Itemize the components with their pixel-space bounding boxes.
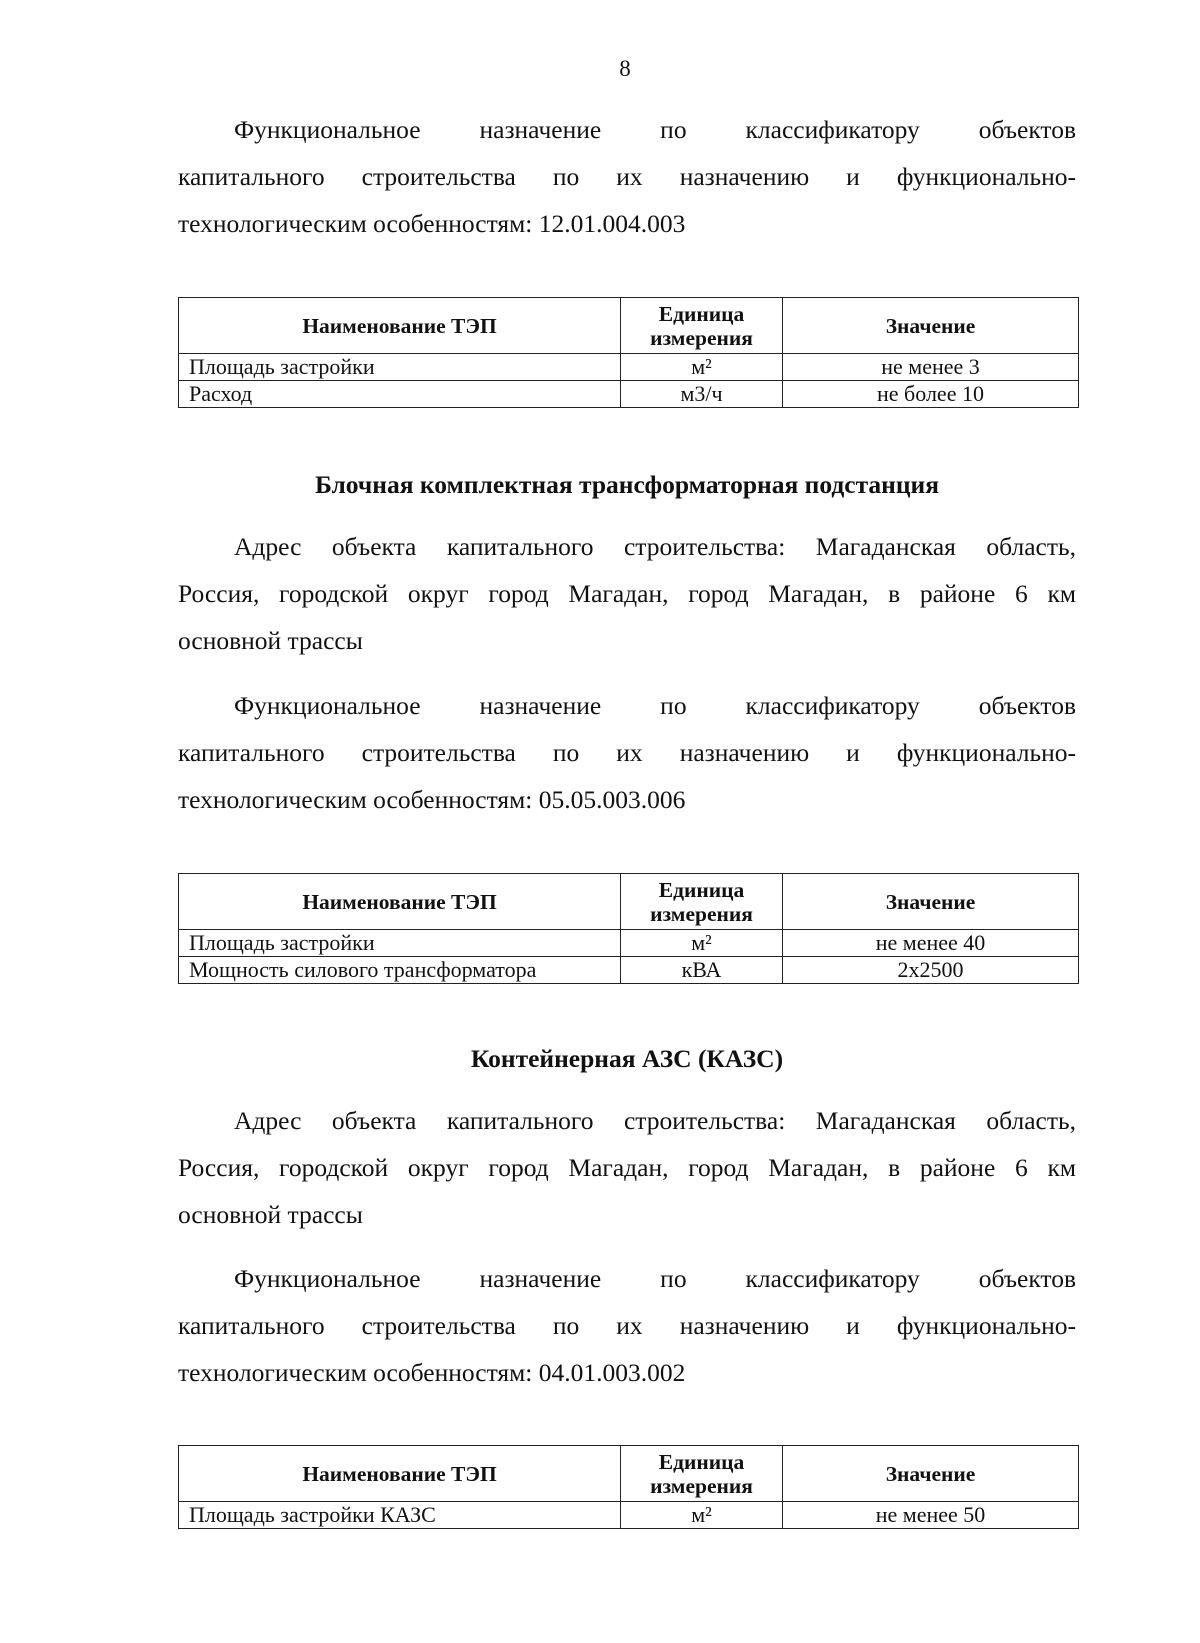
cell-unit: м² bbox=[621, 930, 783, 957]
table-row bbox=[179, 957, 1079, 984]
paragraph-line: Функциональное назначение по классификатору объектов bbox=[234, 115, 1076, 144]
tep-table-2 bbox=[178, 873, 1079, 984]
header-value: Значение bbox=[783, 1446, 1079, 1502]
tep-table-1 bbox=[178, 297, 1079, 408]
paragraph-line: основной трассы bbox=[178, 1200, 363, 1229]
header-unit: Единица измерения bbox=[621, 298, 783, 354]
paragraph-line: Адрес объекта капитального строительства: Магаданская область, bbox=[234, 1106, 1076, 1135]
header-value: Значение bbox=[783, 298, 1079, 354]
cell-value: не более 10 bbox=[783, 381, 1079, 408]
classification-paragraph-3 bbox=[178, 1255, 1076, 1396]
cell-value: не менее 3 bbox=[783, 354, 1079, 381]
table-row bbox=[179, 930, 1079, 957]
header-name: Наименование ТЭП bbox=[179, 298, 621, 354]
paragraph-line: технологическим особенностям: 12.01.004.003 bbox=[178, 209, 686, 238]
paragraph-line: основной трассы bbox=[178, 626, 363, 655]
classification-paragraph-2 bbox=[178, 682, 1076, 823]
table-header-row bbox=[179, 874, 1079, 930]
cell-unit: м² bbox=[621, 354, 783, 381]
cell-name: Площадь застройки КАЗС bbox=[179, 1502, 621, 1529]
paragraph-line: Функциональное назначение по классификатору объектов bbox=[234, 691, 1076, 720]
header-unit: Единица измерения bbox=[621, 1446, 783, 1502]
paragraph-line: Адрес объекта капитального строительства: Магаданская область, bbox=[234, 532, 1076, 561]
address-paragraph-2 bbox=[178, 523, 1076, 664]
header-name: Наименование ТЭП bbox=[179, 1446, 621, 1502]
section-title-2: Блочная комплектная трансформаторная подстанция bbox=[314, 470, 940, 499]
header-name: Наименование ТЭП bbox=[179, 874, 621, 930]
table-header-row bbox=[179, 298, 1079, 354]
paragraph-line: технологическим особенностям: 05.05.003.006 bbox=[178, 785, 686, 814]
cell-name: Мощность силового трансформатора bbox=[179, 957, 621, 984]
paragraph-line: Функциональное назначение по классификатору объектов bbox=[234, 1264, 1076, 1293]
address-paragraph-3 bbox=[178, 1097, 1076, 1238]
paragraph-line: Россия, городской округ город Магадан, город Магадан, в районе 6 км bbox=[178, 579, 1076, 608]
table-row bbox=[179, 381, 1079, 408]
cell-unit: кВА bbox=[621, 957, 783, 984]
cell-name: Площадь застройки bbox=[179, 930, 621, 957]
cell-unit: м² bbox=[621, 1502, 783, 1529]
cell-value: не менее 40 bbox=[783, 930, 1079, 957]
cell-name: Расход bbox=[179, 381, 621, 408]
table-row bbox=[179, 354, 1079, 381]
header-value: Значение bbox=[783, 874, 1079, 930]
classification-paragraph-1 bbox=[178, 106, 1076, 247]
paragraph-line: капитального строительства по их назначению и функционально- bbox=[178, 1311, 1076, 1340]
table-row bbox=[179, 1502, 1079, 1529]
cell-value: 2х2500 bbox=[783, 957, 1079, 984]
paragraph-line: капитального строительства по их назначению и функционально- bbox=[178, 738, 1076, 767]
table-header-row bbox=[179, 1446, 1079, 1502]
paragraph-line: технологическим особенностям: 04.01.003.002 bbox=[178, 1358, 686, 1387]
tep-table-3 bbox=[178, 1445, 1079, 1529]
cell-value: не менее 50 bbox=[783, 1502, 1079, 1529]
header-unit: Единица измерения bbox=[621, 874, 783, 930]
section-title-3: Контейнерная АЗС (КАЗС) bbox=[470, 1044, 784, 1073]
page-number: 8 bbox=[619, 56, 631, 81]
cell-name: Площадь застройки bbox=[179, 354, 621, 381]
paragraph-line: Россия, городской округ город Магадан, город Магадан, в районе 6 км bbox=[178, 1153, 1076, 1182]
paragraph-line: капитального строительства по их назначению и функционально- bbox=[178, 162, 1076, 191]
cell-unit: м3/ч bbox=[621, 381, 783, 408]
